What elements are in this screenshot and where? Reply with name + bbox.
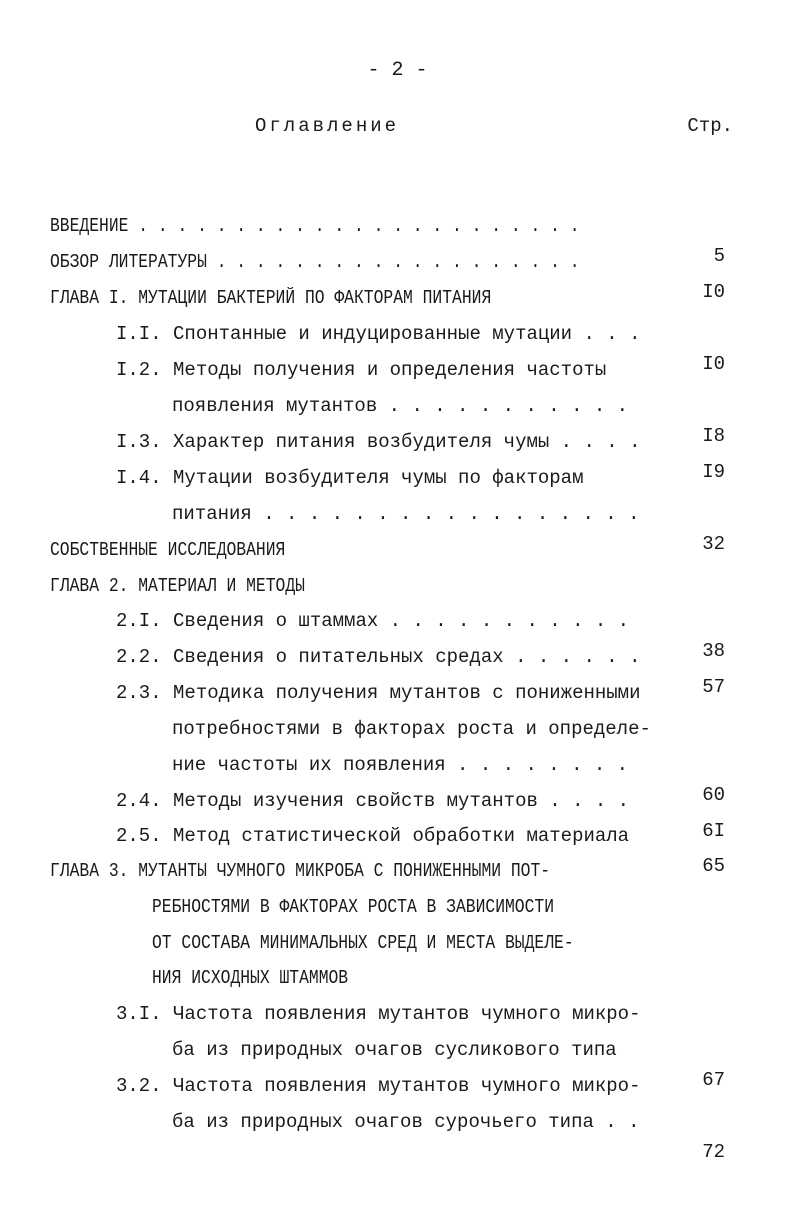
toc-entry bbox=[0, 541, 795, 597]
entry-text: ба из природных очагов сурочьего типа . . bbox=[172, 1111, 640, 1133]
entry-text: питания . . . . . . . . . . . . . . . . . bbox=[172, 503, 640, 525]
page-number: - 2 - bbox=[367, 59, 428, 82]
toc-entry bbox=[0, 898, 795, 954]
entry-text: ГЛАВА 2. МАТЕРИАЛ И МЕТОДЫ bbox=[50, 575, 305, 597]
entry-page: 6I bbox=[702, 820, 725, 842]
entry-text: ГЛАВА I. МУТАЦИИ БАКТЕРИЙ ПО ФАКТОРАМ ПИТАНИЯ bbox=[50, 287, 492, 309]
entry-text: ние частоты их появления . . . . . . . . bbox=[172, 754, 629, 776]
entry-text: I.3. Характер питания возбудителя чумы . . . . bbox=[116, 431, 641, 453]
entry-page: 32 bbox=[702, 533, 725, 555]
entry-text: ГЛАВА 3. МУТАНТЫ ЧУМНОГО МИКРОБА С ПОНИЖЕННЫМИ ПОТ- bbox=[50, 860, 551, 882]
toc-entry bbox=[0, 1077, 795, 1163]
entry-text: РЕБНОСТЯМИ В ФАКТОРАХ РОСТА В ЗАВИСИМОСТИ bbox=[152, 896, 555, 918]
toc-entry bbox=[0, 684, 795, 740]
entry-page: 65 bbox=[702, 855, 725, 877]
entry-page: 38 bbox=[702, 640, 725, 662]
entry-text: 2.I. Сведения о штаммах . . . . . . . . . . . bbox=[116, 610, 630, 632]
entry-page: 5 bbox=[713, 245, 725, 267]
toc-entry bbox=[0, 933, 795, 989]
entry-text: 2.5. Метод статистической обработки материала bbox=[116, 825, 630, 847]
entry-text: появления мутантов . . . . . . . . . . . bbox=[172, 395, 629, 417]
entry-page: I8 bbox=[702, 425, 725, 447]
entry-text: I.2. Методы получения и определения частоты bbox=[116, 359, 607, 381]
entry-text: 2.4. Методы изучения свойств мутантов . . . . bbox=[116, 790, 630, 812]
entry-text: НИЯ ИСХОДНЫХ ШТАММОВ bbox=[152, 967, 349, 989]
page-column-label: Стр. bbox=[687, 115, 733, 137]
entry-text: потребностями в факторах роста и определе- bbox=[172, 718, 651, 740]
entry-text: ОТ СОСТАВА МИНИМАЛЬНЫХ СРЕД И МЕСТА ВЫДЕЛЕ- bbox=[152, 932, 574, 954]
entry-text: ВВЕДЕНИЕ . . . . . . . . . . . . . . . . . . . . . . . bbox=[50, 215, 580, 237]
entry-page: I9 bbox=[702, 461, 725, 483]
entry-page: 60 bbox=[702, 784, 725, 806]
toc-entry bbox=[0, 969, 795, 1025]
entry-page: 72 bbox=[702, 1141, 725, 1163]
entry-text: 3.2. Частота появления мутантов чумного микро- bbox=[116, 1075, 641, 1097]
entry-text: ба из природных очагов сусликового типа bbox=[172, 1039, 617, 1061]
entry-page: 67 bbox=[702, 1069, 725, 1091]
entry-text: 2.3. Методика получения мутантов с пониженными bbox=[116, 682, 641, 704]
entry-text: СОБСТВЕННЫЕ ИССЛЕДОВАНИЯ bbox=[50, 539, 286, 561]
entry-page: 57 bbox=[702, 676, 725, 698]
toc-entry bbox=[0, 862, 795, 918]
entry-page: I0 bbox=[702, 281, 725, 303]
entry-text: ОБЗОР ЛИТЕРАТУРЫ . . . . . . . . . . . . . . . . . . . bbox=[50, 251, 580, 273]
toc-title: Оглавление bbox=[255, 115, 400, 137]
entry-page: I0 bbox=[702, 353, 725, 375]
entry-text: I.I. Спонтанные и индуцированные мутации . . . bbox=[116, 323, 641, 345]
entry-text: 2.2. Сведения о питательных средах . . . . . . bbox=[116, 646, 641, 668]
entry-text: 3.I. Частота появления мутантов чумного микро- bbox=[116, 1003, 641, 1025]
entry-text: I.4. Мутации возбудителя чумы по факторам bbox=[116, 467, 584, 489]
